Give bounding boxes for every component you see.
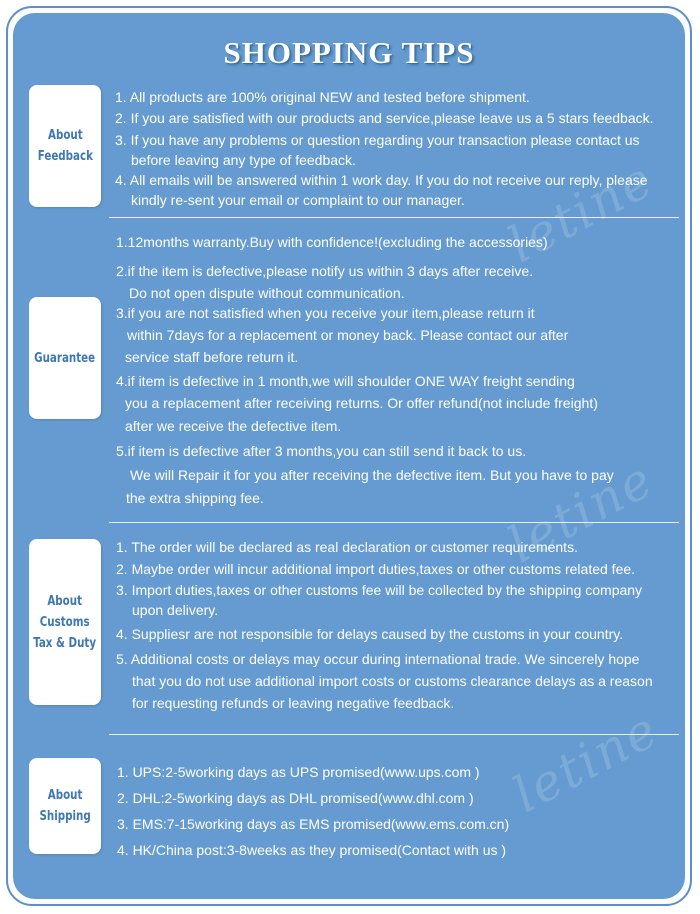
section-divider (109, 217, 679, 218)
guarantee-line: 4.if item is defective in 1 month,we will shoulder ONE WAY freight sending (116, 373, 575, 389)
feedback-line: 1. All products are 100% original NEW and tested before shipment. (115, 89, 530, 105)
customs-line: 3. Import duties,taxes or other customs fee will be collected by the shipping company (116, 582, 643, 598)
guarantee-line: 2.if the item is defective,please notify us within 3 days after receive. (116, 263, 534, 279)
page-title: SHOPPING TIPS (223, 35, 475, 70)
customs-line: for requesting refunds or leaving negative feedback. (132, 695, 455, 711)
watermark: letine (498, 449, 663, 575)
feedback-line: 4. All emails will be answered within 1 work day. If you do not receive our reply, please (115, 172, 648, 188)
watermark: letine (498, 149, 663, 275)
shipping-line: 3. EMS:7-15working days as EMS promised(www.ems.com.cn) (117, 816, 510, 832)
guarantee-line: 1.12months warranty.Buy with confidence!(excluding the accessories) (116, 234, 548, 250)
feedback-line: 2. If you are satisfied with our products and service,please leave us a 5 stars feedback. (115, 110, 654, 126)
guarantee-label (29, 297, 101, 419)
shipping-line: 2. DHL:2-5working days as DHL promised(www.dhl.com ) (117, 790, 474, 806)
guarantee-line: you a replacement after receiving returns. Or offer refund(not include freight) (125, 395, 598, 411)
label-text: Guarantee (34, 350, 96, 366)
guarantee-line: within 7days for a replacement or money back. Please contact our after (127, 327, 569, 343)
customs-line: 5. Additional costs or delays may occur during international trade. We sincerely hope (116, 651, 640, 667)
guarantee-line: service staff before return it. (125, 349, 299, 365)
feedback-line: kindly re-sent your email or complaint to our manager. (131, 192, 465, 208)
label-text: About Customs Tax & Duty (33, 593, 97, 651)
label-text: About Feedback (37, 128, 93, 164)
customs-line: that you do not use additional import costs or customs clearance delays as a reason (132, 673, 653, 689)
shipping-line: 4. HK/China post:3-8weeks as they promised(Contact with us ) (117, 842, 507, 858)
customs-line: 4. Suppliesr are not responsible for delays caused by the customs in your country. (116, 626, 624, 642)
about-shipping-label (29, 758, 101, 854)
guarantee-line: We will Repair it for you after receiving the defective item. But you have to pay (130, 467, 614, 483)
watermark: letine (503, 699, 668, 825)
section-divider (109, 522, 679, 523)
guarantee-line: the extra shipping fee. (126, 490, 264, 506)
customs-line: 2. Maybe order will incur additional import duties,taxes or other customs related fee. (116, 561, 636, 577)
customs-line: 1. The order will be declared as real declaration or customer requirements. (116, 539, 578, 555)
feedback-line: 3. If you have any problems or question regarding your transaction please contact us (115, 132, 640, 148)
label-text: About Shipping (39, 788, 91, 824)
guarantee-line: 5.if item is defective after 3 months,you can still send it back to us. (116, 443, 527, 459)
about-feedback-label (29, 85, 101, 207)
guarantee-line: 3.if you are not satisfied when you receive your item,please return it (116, 305, 535, 321)
section-divider (109, 734, 679, 735)
customs-line: upon delivery. (132, 602, 219, 618)
feedback-line: before leaving any type of feedback. (131, 152, 356, 168)
about-customs-label (29, 539, 101, 705)
shipping-line: 1. UPS:2-5working days as UPS promised(www.ups.com ) (117, 764, 480, 780)
guarantee-line: after we receive the defective item. (125, 418, 342, 434)
guarantee-line: Do not open dispute without communication. (129, 285, 405, 301)
shopping-tips-panel (13, 13, 685, 899)
